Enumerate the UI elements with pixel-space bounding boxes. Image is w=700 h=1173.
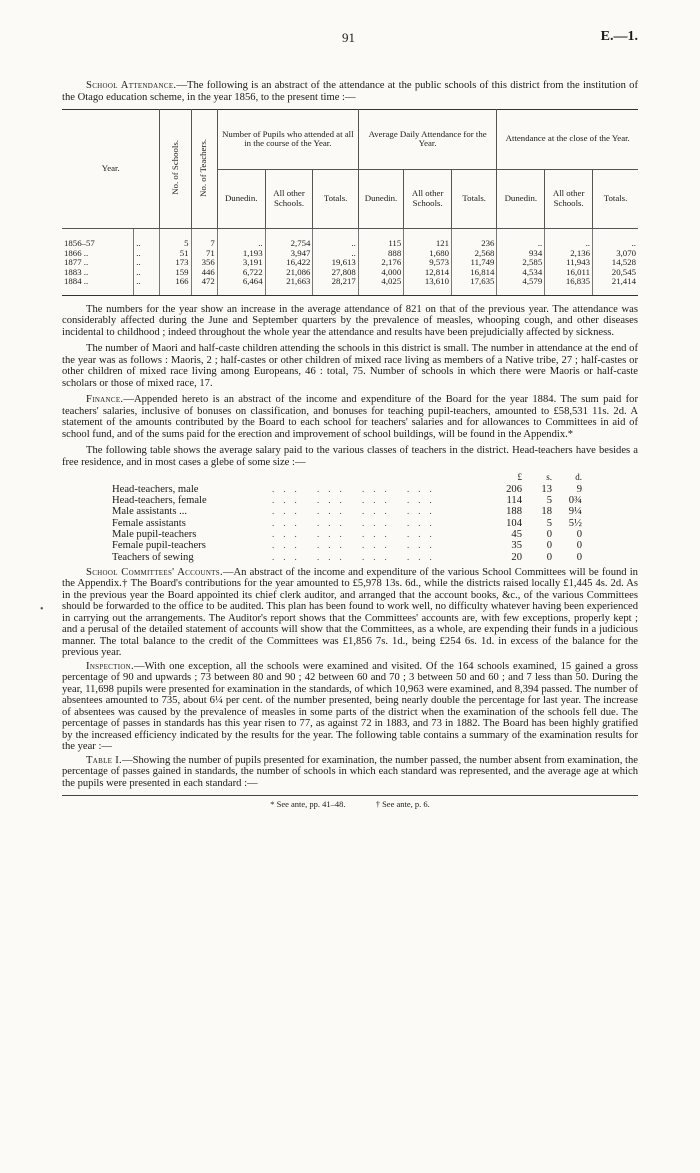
header-totals: Totals. bbox=[313, 169, 358, 229]
cell-p-dun: .. bbox=[217, 229, 265, 249]
cell-p-oth: 21,663 bbox=[265, 277, 313, 295]
cell-c-dun: 4,534 bbox=[497, 268, 545, 278]
table-row bbox=[62, 229, 638, 249]
cell-p-oth: 21,086 bbox=[265, 268, 313, 278]
header-year: Year. bbox=[62, 110, 160, 229]
cell-c-dun: 2,585 bbox=[497, 258, 545, 268]
salary-shillings: 5 bbox=[546, 517, 552, 529]
salary-row bbox=[112, 540, 582, 551]
salary-table bbox=[112, 472, 582, 562]
cell-c-tot: 14,528 bbox=[611, 257, 636, 268]
paragraph-maori: The number of Maori and half-caste children attending the schools in this district is small. The number in attendance at the end of the year was as follows : Maoris, 2 ; half-castes or other children of mixed race living as members of a Native tribe, 27 ; half-castes or other children of mixed race living among Europeans, 46 : total, 75. Number of schools in which there were Maoris or half-caste scholars or those of mixed race, 17. bbox=[62, 343, 638, 389]
salary-row bbox=[112, 495, 582, 506]
paragraph-table1 bbox=[62, 755, 638, 790]
intro-text: —The following is an abstract of the attendance at the public schools of this district from the institution of the Otago education scheme, in the year 1856, to the present time :— bbox=[62, 80, 638, 103]
cell-a-tot: 11,749 bbox=[452, 258, 497, 268]
table1-text: —Showing the number of pupils presented for examination, the number passed, the number absent from examination, the percentage of passes gained in standards, the number of schools in which each standard was represented, and the average age at which the pupils were presented in each standard :— bbox=[62, 754, 638, 789]
document-page bbox=[62, 0, 638, 809]
cell-c-tot: 21,414 bbox=[593, 277, 638, 295]
page-number: 91 bbox=[342, 30, 355, 45]
paragraph-committees bbox=[62, 567, 638, 659]
cell-teachers: 356 bbox=[191, 258, 217, 268]
intro-title: School Attendance. bbox=[86, 80, 177, 91]
cell-schools: 159 bbox=[160, 268, 191, 278]
header-dunedin: Dunedin. bbox=[497, 169, 545, 229]
salary-pence: 5½ bbox=[568, 517, 582, 529]
salary-shillings: 0 bbox=[546, 551, 552, 563]
salary-row bbox=[112, 506, 582, 517]
salary-header-pence: d. bbox=[575, 472, 582, 483]
salary-pounds: 20 bbox=[511, 551, 522, 563]
cell-a-dun: 2,176 bbox=[358, 258, 403, 268]
attendance-table-body bbox=[62, 229, 638, 296]
header-totals: Totals. bbox=[593, 169, 638, 229]
cell-a-dun: 4,025 bbox=[358, 277, 403, 295]
cell-dots: .. bbox=[134, 258, 160, 268]
salary-label: Head-teachers, male bbox=[112, 483, 199, 495]
cell-a-tot: 236 bbox=[452, 229, 497, 249]
margin-mark: • bbox=[40, 604, 44, 615]
header-teachers: No. of Teachers. bbox=[198, 138, 209, 197]
salary-pence: 0 bbox=[576, 528, 582, 540]
salary-pounds: 45 bbox=[511, 528, 522, 540]
cell-c-tot: 20,545 bbox=[611, 266, 636, 277]
cell-dots: .. bbox=[134, 268, 160, 278]
cell-c-dun: 934 bbox=[497, 249, 545, 259]
cell-a-oth: 13,610 bbox=[404, 277, 452, 295]
header-other: All other Schools. bbox=[404, 169, 452, 229]
salary-pence: 0¾ bbox=[568, 495, 582, 507]
salary-pence: 9¼ bbox=[568, 506, 582, 518]
cell-a-tot: 17,635 bbox=[452, 277, 497, 295]
header-close-group: Attendance at the close of the Year. bbox=[497, 110, 638, 170]
cell-a-oth: 12,814 bbox=[404, 268, 452, 278]
cell-c-oth: 11,943 bbox=[545, 258, 593, 268]
salary-shillings: 18 bbox=[541, 506, 552, 518]
document-code: E.—1. bbox=[600, 29, 638, 44]
cell-a-tot: 2,568 bbox=[452, 249, 497, 259]
salary-row bbox=[112, 552, 582, 563]
salary-label: Teachers of sewing bbox=[112, 551, 194, 563]
salary-pounds: 188 bbox=[506, 506, 522, 518]
paragraph-inspection bbox=[62, 661, 638, 753]
salary-label: Male pupil-teachers bbox=[112, 528, 197, 540]
cell-p-oth: 3,947 bbox=[265, 249, 313, 259]
committees-title: School Committees' Accounts. bbox=[86, 566, 223, 578]
cell-a-dun: 4,000 bbox=[358, 268, 403, 278]
paragraph-salary: The following table shows the average salary paid to the various classes of teachers in the district. Head-teachers have besides a free residence, and in most cases a glebe of some size :— bbox=[62, 445, 638, 468]
cell-teachers: 7 bbox=[191, 229, 217, 249]
salary-shillings: 0 bbox=[546, 540, 552, 552]
footnotes bbox=[62, 795, 638, 809]
salary-shillings: 0 bbox=[546, 528, 552, 540]
cell-year: 1884 .. bbox=[62, 277, 134, 295]
cell-dots: .. bbox=[134, 229, 160, 249]
salary-pounds: 35 bbox=[511, 540, 522, 552]
cell-a-tot: 16,814 bbox=[452, 268, 497, 278]
cell-schools: 51 bbox=[160, 249, 191, 259]
cell-year: 1866 .. bbox=[62, 249, 134, 259]
salary-pence: 0 bbox=[576, 540, 582, 552]
salary-leader-dots: ... ... ... ... bbox=[272, 528, 441, 539]
inspection-text: —With one exception, all the schools were examined and visited. Of the 164 schools examined, 15 gained a gross percentage of 90 and upwards ; 73 between 80 and 90 ; 42 between 60 and 70 ; 3 between 50 and 60 ; and 7 less than 50. During the year, 11,698 pupils were presented for examination in the standards, of which 10,963 were examined, and 8,394 passed. The number of absentees amounted to 735, about 6¼ per cent. of the number presented, being nearly double the percentage for last year. The increase of absentees was caused by the prevalence of measles in some parts of the district when the examination of the schools fell due. The percentage of passes in standards has this year risen to 77, as against 72 in 1883, and 73 in 1882. The Board has been highly gratified by the increased efficiency indicated by the results for the year. The following table contains a summary of the examination results for the year :— bbox=[62, 660, 638, 753]
salary-row bbox=[112, 529, 582, 540]
cell-year: 1856–57 bbox=[62, 229, 134, 249]
cell-c-tot: .. bbox=[631, 238, 636, 248]
header-pupils-group: Number of Pupils who attended at all in the course of the Year. bbox=[217, 110, 358, 170]
table1-title: Table I. bbox=[86, 754, 122, 766]
attendance-table bbox=[62, 109, 638, 296]
salary-shillings: 5 bbox=[546, 495, 552, 507]
cell-c-dun: .. bbox=[497, 229, 545, 249]
cell-c-oth: 2,136 bbox=[545, 249, 593, 259]
salary-pounds: 206 bbox=[506, 483, 522, 495]
finance-title: Finance. bbox=[86, 394, 124, 406]
cell-teachers: 446 bbox=[191, 268, 217, 278]
cell-p-tot: .. bbox=[313, 249, 358, 259]
table-row bbox=[62, 277, 638, 295]
salary-header-shillings: s. bbox=[546, 472, 552, 483]
cell-schools: 173 bbox=[160, 258, 191, 268]
cell-p-dun: 3,191 bbox=[217, 258, 265, 268]
cell-p-oth: 2,754 bbox=[265, 229, 313, 249]
cell-p-dun: 6,464 bbox=[217, 277, 265, 295]
salary-label: Head-teachers, female bbox=[112, 495, 207, 507]
salary-row bbox=[112, 518, 582, 529]
salary-pounds: 104 bbox=[506, 517, 522, 529]
intro-paragraph bbox=[62, 80, 638, 103]
cell-schools: 166 bbox=[160, 277, 191, 295]
finance-text: —Appended hereto is an abstract of the income and expenditure of the Board for the year 1884. The sum paid for teachers' salaries, inclusive of bonuses on classification, and bonuses for teaching pupil-teachers, amounted to £58,531 11s. 2d. A statement of the amounts contributed by the Board to each school for teachers' salaries and for allowances to Committees in aid of school fund, and of the sums paid for the erection and improvement of school buildings, will be found in the Appendix.* bbox=[62, 394, 638, 440]
salary-label: Male assistants ... bbox=[112, 506, 188, 518]
cell-teachers: 71 bbox=[191, 249, 217, 259]
cell-p-tot: .. bbox=[313, 229, 358, 249]
header-dunedin: Dunedin. bbox=[217, 169, 265, 229]
cell-a-oth: 121 bbox=[404, 229, 452, 249]
cell-year: 1883 .. bbox=[62, 268, 134, 278]
cell-c-oth: 16,011 bbox=[545, 268, 593, 278]
salary-header-pounds: £ bbox=[517, 472, 522, 483]
salary-leader-dots: ... ... ... ... bbox=[272, 551, 441, 562]
salary-pounds: 114 bbox=[506, 495, 522, 507]
header-dunedin: Dunedin. bbox=[358, 169, 403, 229]
salary-label: Female pupil-teachers bbox=[112, 540, 206, 552]
salary-leader-dots: ... ... ... ... bbox=[272, 517, 441, 528]
salary-row bbox=[112, 484, 582, 495]
salary-pence: 9 bbox=[576, 483, 582, 495]
page-header bbox=[62, 0, 638, 45]
header-other: All other Schools. bbox=[545, 169, 593, 229]
salary-leader-dots: ... ... ... ... bbox=[272, 506, 441, 517]
paragraph-numbers: The numbers for the year show an increase in the average attendance of 821 on that of the previous year. The attendance was considerably affected during the June and September quarters by the prevalence of measles, whooping cough, and other diseases incidental to childhood ; indeed throughout the whole year the attendance and results have been prejudicially affected by sickness. bbox=[62, 303, 638, 338]
cell-teachers: 472 bbox=[191, 277, 217, 295]
cell-year: 1877 .. bbox=[62, 258, 134, 268]
cell-p-tot: 19,613 bbox=[313, 258, 358, 268]
cell-schools: 5 bbox=[160, 229, 191, 249]
footnote-two: † See ante, p. 6. bbox=[375, 799, 430, 810]
cell-a-oth: 1,680 bbox=[404, 249, 452, 259]
cell-p-tot: 28,217 bbox=[313, 277, 358, 295]
cell-p-oth: 16,422 bbox=[265, 258, 313, 268]
header-schools: No. of Schools. bbox=[169, 140, 180, 196]
cell-p-tot: 27,808 bbox=[313, 268, 358, 278]
cell-a-dun: 115 bbox=[358, 229, 403, 249]
cell-c-tot: 3,070 bbox=[616, 247, 636, 258]
inspection-title: Inspection. bbox=[86, 660, 134, 672]
salary-leader-dots: ... ... ... ... bbox=[272, 495, 441, 506]
cell-dots: .. bbox=[134, 277, 160, 295]
header-totals: Totals. bbox=[452, 169, 497, 229]
cell-c-oth: 16,835 bbox=[545, 277, 593, 295]
header-average-group: Average Daily Attendance for the Year. bbox=[358, 110, 497, 170]
header-other: All other Schools. bbox=[265, 169, 313, 229]
cell-a-dun: 888 bbox=[358, 249, 403, 259]
cell-dots: .. bbox=[134, 249, 160, 259]
salary-header-row bbox=[112, 472, 582, 483]
cell-p-dun: 6,722 bbox=[217, 268, 265, 278]
salary-label: Female assistants bbox=[112, 517, 186, 529]
salary-pence: 0 bbox=[576, 551, 582, 563]
cell-c-oth: .. bbox=[545, 229, 593, 249]
salary-shillings: 13 bbox=[541, 483, 552, 495]
footnote-one: * See ante, pp. 41–48. bbox=[270, 799, 346, 810]
paragraph-finance bbox=[62, 394, 638, 440]
salary-leader-dots: ... ... ... ... bbox=[272, 483, 441, 494]
cell-c-dun: 4,579 bbox=[497, 277, 545, 295]
committees-text: —An abstract of the income and expenditure of the various School Committees will be found in the Appendix.† The Board's contributions for the year amounted to £5,978 13s. 6d., while the districts raised locally £1,445 4s. 2d. As in the previous year the Board appointed its chief clerk auditor, and arranged that the account books, &c., of the various Committees should be forwarded to the office to be audited. This plan has been found to work well, no difficulty whatever having been experienced in carrying out the arrangements. The Auditor's report shows that the Committees' accounts are, with few exceptions, properly kept ; and a perusal of the detailed statement of accounts will show that the Committees, as a whole, are expending their funds in a judicious manner. The total balance to the credit of the Committees was £1,856 7s. 1d., being £254 6s. 1d. in excess of the balance for the previous year. bbox=[62, 566, 638, 659]
cell-a-oth: 9,573 bbox=[404, 258, 452, 268]
cell-p-dun: 1,193 bbox=[217, 249, 265, 259]
salary-leader-dots: ... ... ... ... bbox=[272, 540, 441, 551]
